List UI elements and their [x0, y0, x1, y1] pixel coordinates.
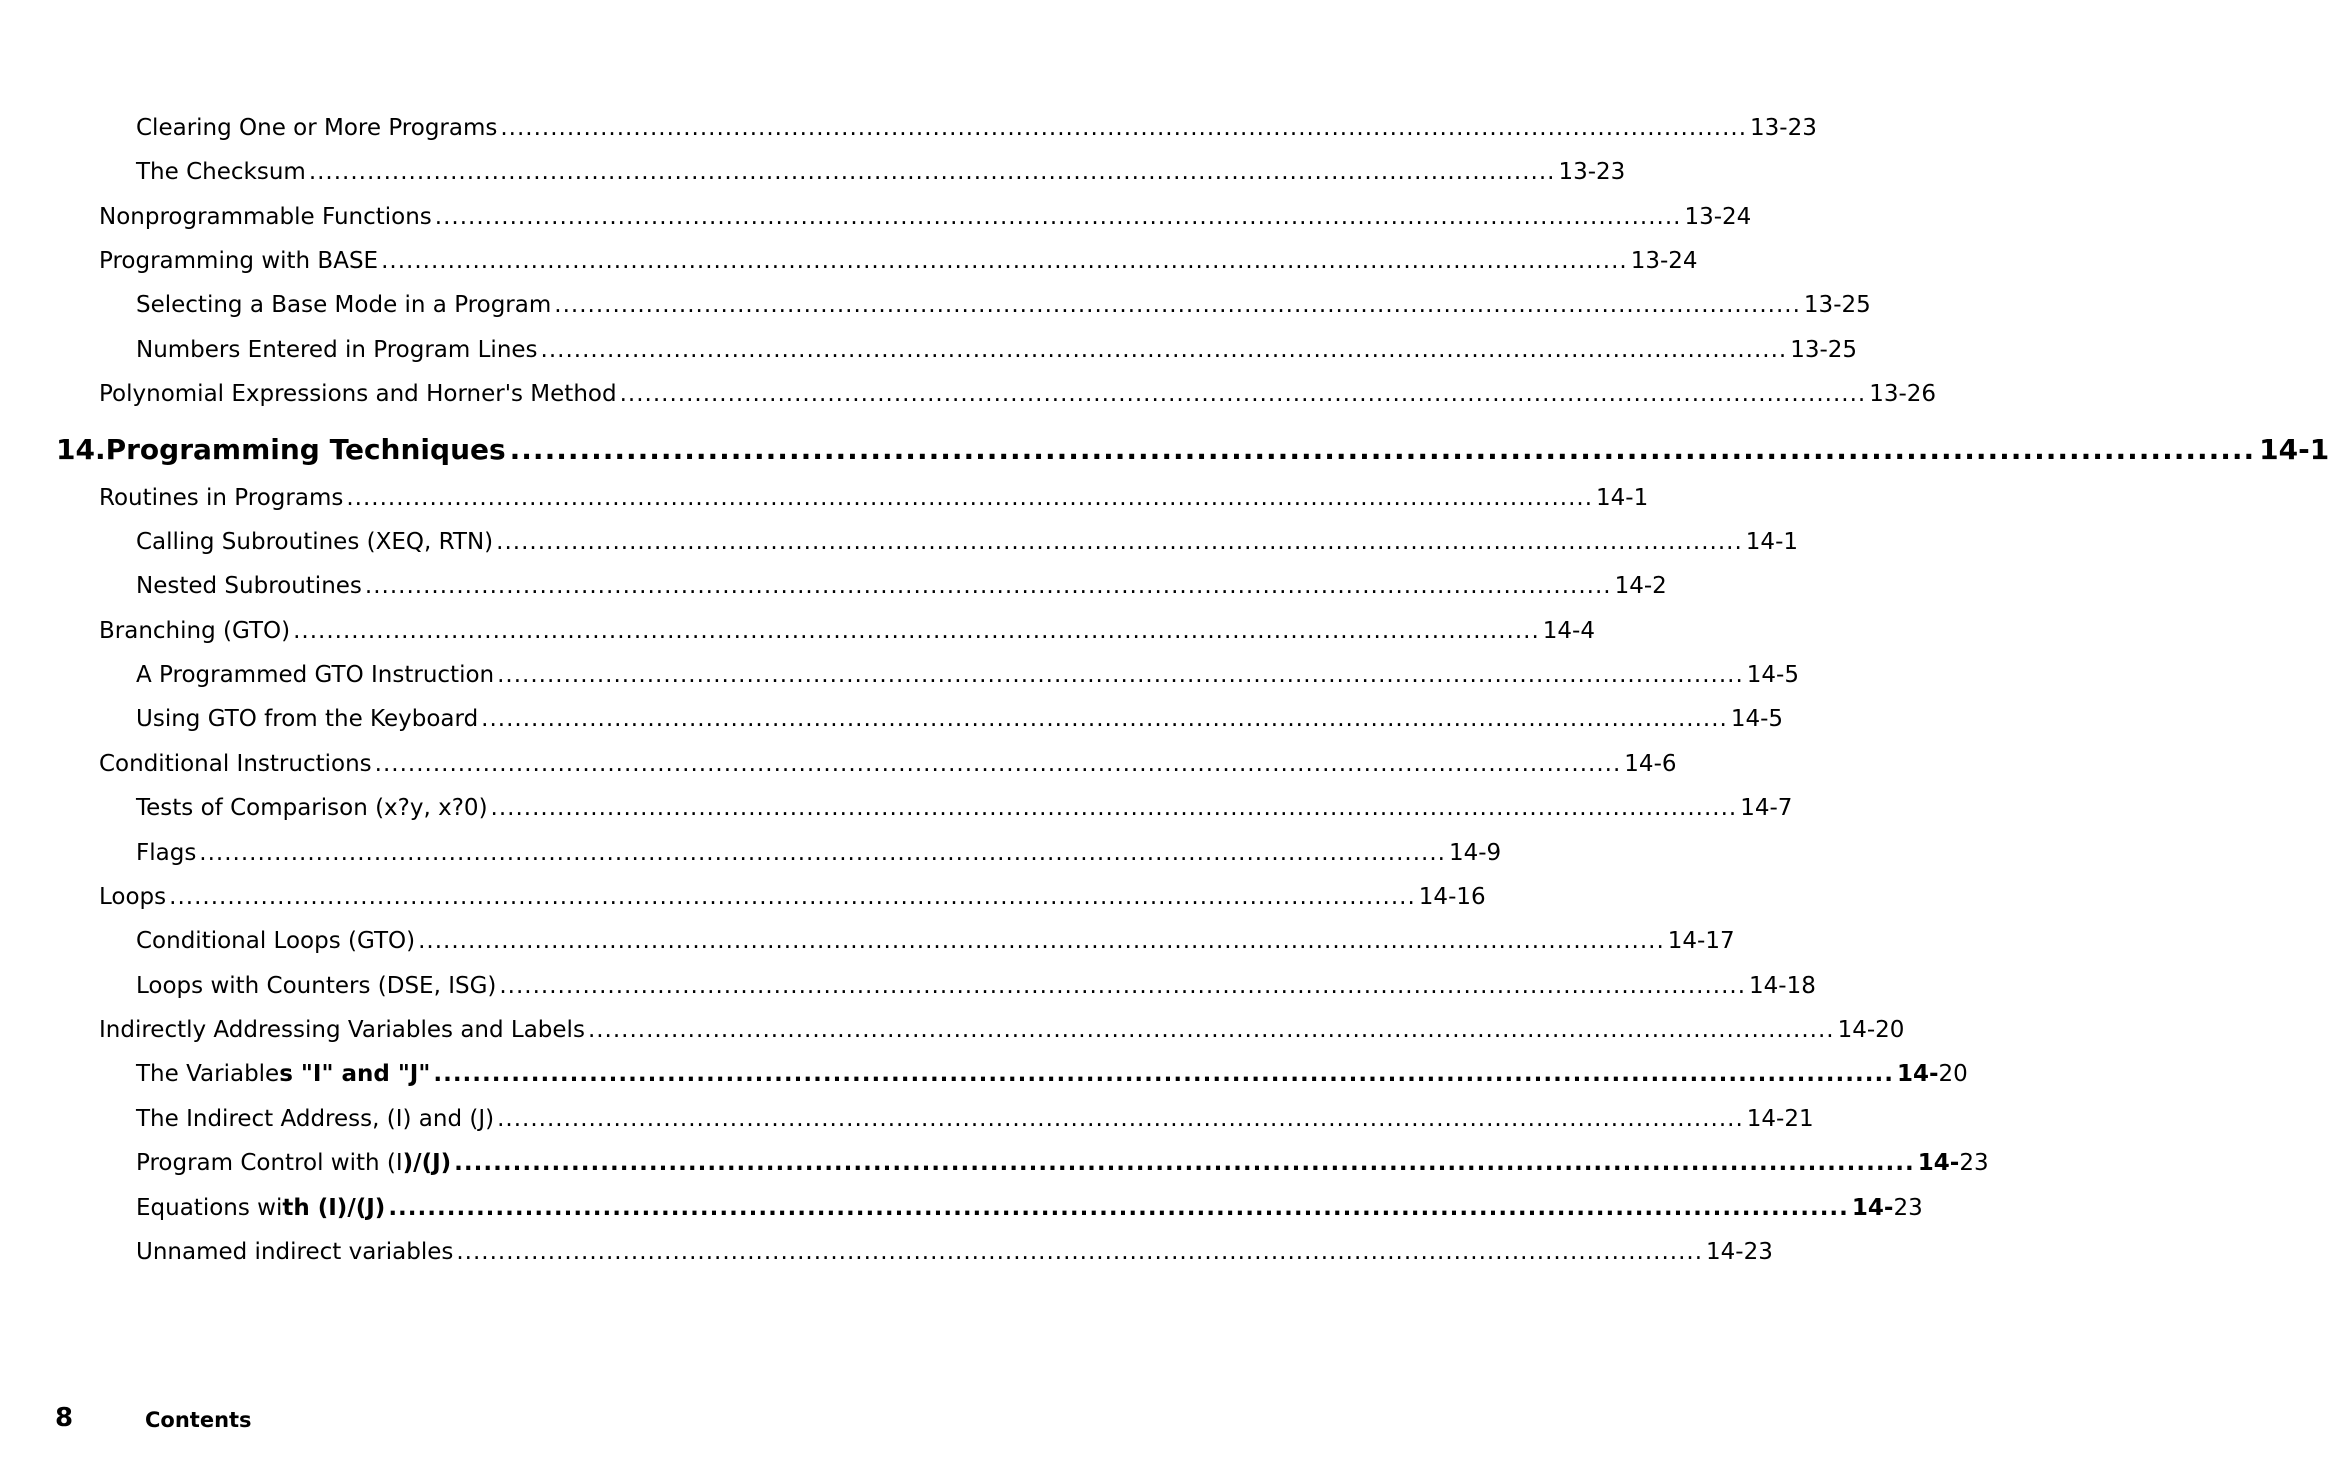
toc-entry[interactable]	[99, 483, 1649, 513]
toc-entry-title: Conditional Instructions	[99, 751, 372, 777]
toc-entry-page	[1918, 1148, 1989, 1178]
dot-leader: ......................................................................................................................................................	[619, 381, 1867, 407]
toc-entry[interactable]	[99, 882, 1486, 912]
toc-entry-title: The Indirect Address, (I) and (J)	[136, 1106, 495, 1132]
toc-entry-page: 14-4	[1542, 618, 1595, 644]
toc-entry-page: 14-21	[1746, 1106, 1814, 1132]
toc-entry-page: 14-7	[1740, 795, 1793, 821]
dot-leader: ......................................................................................................................................................	[496, 529, 1743, 555]
toc-entry-title-bold: s "I" and "J"	[279, 1061, 431, 1087]
toc-entry[interactable]	[136, 660, 1799, 690]
toc-entry-title: Tests of Comparison (x?y, x?0)	[136, 795, 488, 821]
toc-entry-page: 14-5	[1730, 706, 1784, 732]
toc-entry-title: Routines in Programs	[99, 485, 344, 511]
toc-entry-page: 14-1	[1745, 529, 1798, 555]
toc-entry-title-bold: th (I)/(J)	[282, 1195, 386, 1221]
toc-entry-page	[1897, 1059, 1968, 1089]
dot-leader: ......................................................................................................................................................	[381, 248, 1628, 274]
toc-entry[interactable]	[99, 246, 1698, 276]
dot-leader: ......................................................................................................................................................	[500, 115, 1748, 141]
dot-leader: ......................................................................................................................................................	[293, 618, 1540, 644]
toc-entry[interactable]	[99, 749, 1677, 779]
dot-leader: ......................................................................................................................................................	[374, 751, 1622, 777]
toc-entry-title: A Programmed GTO Instruction	[136, 662, 495, 688]
dot-leader: ......................................................................................................................................................	[497, 662, 1744, 688]
toc-entry-title: Polynomial Expressions and Horner's Method	[99, 381, 617, 407]
toc-entry[interactable]	[136, 1104, 1814, 1134]
dot-leader: ......................................................................................................................................................	[169, 884, 1416, 910]
dot-leader: ......................................................................................................................................................	[418, 928, 1665, 954]
toc-entry-page-bold: 14-	[1917, 1150, 1960, 1176]
toc-entry-title: Numbers Entered in Program Lines	[136, 337, 538, 363]
toc-entry-title: Loops	[99, 884, 167, 910]
toc-entry-page: 13-26	[1869, 381, 1937, 407]
toc-entry[interactable]	[136, 290, 1871, 320]
dot-leader: ......................................................................................................................................................	[587, 1017, 1835, 1043]
toc-entry-title: Indirectly Addressing Variables and Labels	[99, 1017, 585, 1043]
toc-entry[interactable]	[136, 1148, 1989, 1178]
toc-entry[interactable]	[99, 1015, 1905, 1045]
toc-entry-page-bold: 14-	[1851, 1195, 1894, 1221]
dot-leader: ......................................................................................................................................................	[388, 1195, 1849, 1221]
toc-entry-page: 13-23	[1750, 115, 1817, 141]
dot-leader: ......................................................................................................................................................	[540, 337, 1788, 363]
toc-entry-title: Programming with BASE	[99, 248, 379, 274]
toc-entry-page: 13-23	[1558, 159, 1626, 185]
toc-entry-page: 13-25	[1803, 292, 1871, 318]
toc-entry-title: Clearing One or More Programs	[136, 115, 498, 141]
toc-entry-page: 14-5	[1746, 662, 1799, 688]
toc-entry[interactable]	[136, 971, 1816, 1001]
toc-entry-title: Flags	[136, 840, 197, 866]
toc-entry-title	[136, 1148, 451, 1178]
toc-entry-page: 14-23	[1706, 1239, 1773, 1265]
toc-entry-page-bold: 14-	[1896, 1061, 1939, 1087]
toc-entry-title: Conditional Loops (GTO)	[136, 928, 416, 954]
dot-leader: ......................................................................................................................................................	[499, 973, 1747, 999]
toc-entry-page: 14-20	[1837, 1017, 1905, 1043]
chapter-page: 14-1	[2259, 433, 2329, 466]
toc-entry-page: 14-18	[1749, 973, 1816, 999]
toc-entry[interactable]	[99, 379, 1937, 409]
toc-entry[interactable]	[99, 202, 1752, 232]
toc-entry[interactable]	[136, 571, 1667, 601]
toc-entry-page: 14-17	[1667, 928, 1735, 954]
dot-leader: ......................................................................................................................................................	[434, 204, 1682, 230]
toc-entry-page: 13-24	[1630, 248, 1698, 274]
toc-entry[interactable]	[136, 704, 1784, 734]
toc-entry-title-plain: Program Control with (I	[136, 1150, 403, 1176]
toc-entry[interactable]	[136, 527, 1798, 557]
toc-entry-page-plain: 23	[1893, 1195, 1923, 1221]
toc-entry-title: Using GTO from the Keyboard	[136, 706, 479, 732]
toc-entry-page: 14-1	[1596, 485, 1649, 511]
dot-leader: ......................................................................................................................................................	[509, 433, 2256, 466]
toc-entry-title	[136, 1059, 430, 1089]
chapter-heading[interactable]	[56, 432, 2329, 468]
toc-entry[interactable]	[99, 616, 1595, 646]
toc-entry-title: The Checksum	[136, 159, 306, 185]
toc-entry[interactable]	[136, 157, 1626, 187]
toc-entry-title: Branching (GTO)	[99, 618, 291, 644]
dot-leader: ......................................................................................................................................................	[346, 485, 1593, 511]
footer-page-number: 8	[55, 1403, 74, 1433]
toc-entry-title-plain: The Variable	[136, 1061, 280, 1087]
toc-entry-page-plain: 23	[1959, 1150, 1989, 1176]
dot-leader: ......................................................................................................................................................	[364, 573, 1612, 599]
dot-leader: ......................................................................................................................................................	[554, 292, 1801, 318]
toc-entry[interactable]	[136, 1059, 1968, 1089]
toc-entry-page: 14-9	[1448, 840, 1502, 866]
toc-entry[interactable]	[136, 113, 1817, 143]
dot-leader: ......................................................................................................................................................	[490, 795, 1738, 821]
toc-entry-page: 13-25	[1790, 337, 1858, 363]
dot-leader: ......................................................................................................................................................	[199, 840, 1446, 866]
toc-entry-title: Selecting a Base Mode in a Program	[136, 292, 552, 318]
footer-section-label: Contents	[145, 1408, 252, 1432]
toc-entry-page: 14-6	[1624, 751, 1677, 777]
dot-leader: ......................................................................................................................................................	[497, 1106, 1744, 1132]
toc-entry-title: Nested Subroutines	[136, 573, 362, 599]
toc-entry[interactable]	[136, 793, 1793, 823]
toc-entry[interactable]	[136, 1237, 1773, 1267]
dot-leader: ......................................................................................................................................................	[454, 1150, 1915, 1176]
toc-entry[interactable]	[136, 838, 1502, 868]
toc-entry-page: 14-2	[1614, 573, 1667, 599]
toc-entry-page: 13-24	[1684, 204, 1752, 230]
toc-entry-title: Nonprogrammable Functions	[99, 204, 432, 230]
toc-entry-title-bold: )/(J)	[402, 1150, 452, 1176]
toc-entry-page-plain: 20	[1938, 1061, 1968, 1087]
toc-entry[interactable]	[136, 1193, 1923, 1223]
toc-entry-page: 14-16	[1418, 884, 1486, 910]
dot-leader: ......................................................................................................................................................	[481, 706, 1728, 732]
toc-entry-page	[1852, 1193, 1923, 1223]
dot-leader: ......................................................................................................................................................	[433, 1061, 1894, 1087]
toc-entry-title: Loops with Counters (DSE, ISG)	[136, 973, 497, 999]
chapter-title: 14.Programming Techniques	[56, 433, 506, 466]
toc-entry-title: Unnamed indirect variables	[136, 1239, 454, 1265]
toc-entry[interactable]	[136, 926, 1735, 956]
toc-entry[interactable]	[136, 335, 1858, 365]
dot-leader: ......................................................................................................................................................	[456, 1239, 1704, 1265]
toc-entry-title-plain: Equations wi	[136, 1195, 283, 1221]
toc-entry-title	[136, 1193, 385, 1223]
toc-entry-title: Calling Subroutines (XEQ, RTN)	[136, 529, 494, 555]
dot-leader: ......................................................................................................................................................	[308, 159, 1556, 185]
